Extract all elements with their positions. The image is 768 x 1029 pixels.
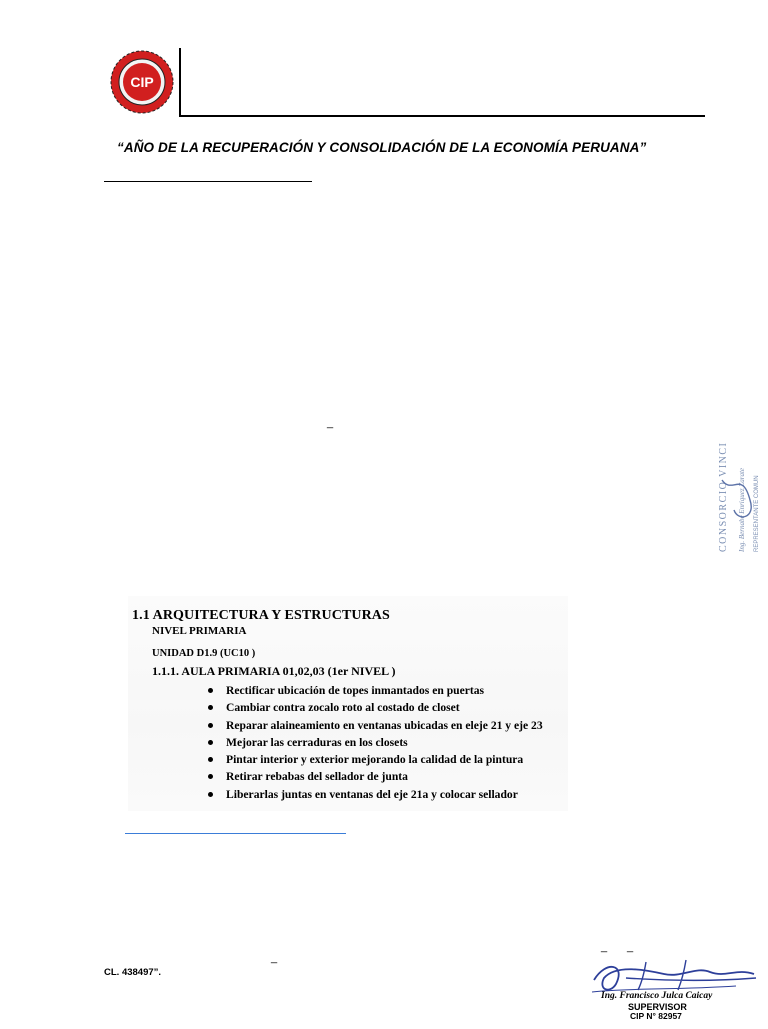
underscore-mark: _ [271, 952, 278, 964]
task-item: Cambiar contra zocalo roto al costado de closet [206, 699, 543, 716]
excerpt-level: NIVEL PRIMARIA [152, 625, 247, 637]
company-stamp [712, 440, 768, 560]
underscore-mark: _ [627, 941, 634, 953]
excerpt-heading: 1.1 ARQUITECTURA Y ESTRUCTURAS [132, 608, 390, 623]
task-list [206, 682, 543, 803]
header-rule [179, 115, 705, 117]
link-underline [125, 833, 346, 834]
task-item: Retirar rebabas del sellador de junta [206, 768, 543, 785]
underscore-mark: _ [601, 941, 608, 953]
task-item: Mejorar las cerraduras en los closets [206, 734, 543, 751]
signature-cip: CIP N° 82957 [630, 1011, 682, 1021]
task-item: Rectificar ubicación de topes inmantados en puertas [206, 682, 543, 699]
stamp-name: Ing. Bernabe Enriquez Zarate [738, 468, 746, 552]
signature-role: SUPERVISOR [628, 1002, 687, 1012]
signature-name: Ing. Francisco Julca Caicay [601, 991, 713, 1001]
footer-reference: CL. 438497”. [104, 967, 162, 978]
stamp-company: CONSORCIO VINCI [718, 441, 729, 552]
logo-text: CIP [130, 74, 154, 90]
excerpt-subheading: 1.1.1. AULA PRIMARIA 01,02,03 (1er NIVEL ) [152, 664, 396, 678]
cip-logo [108, 50, 176, 114]
stamp-role: REPRESENTANTE COMUN [754, 475, 760, 552]
logo-divider [179, 48, 181, 116]
scanned-excerpt [128, 596, 568, 811]
task-item: Pintar interior y exterior mejorando la calidad de la pintura [206, 751, 543, 768]
underscore-mark: _ [327, 417, 334, 429]
task-item: Reparar alaineamiento en ventanas ubicadas en eleje 21 y eje 23 [206, 717, 543, 734]
section-rule [104, 181, 312, 182]
excerpt-unit: UNIDAD D1.9 (UC10 ) [152, 648, 256, 659]
year-motto: “AÑO DE LA RECUPERACIÓN Y CONSOLIDACIÓN DE LA ECONOMÍA PERUANA” [117, 140, 647, 155]
task-item: Liberarlas juntas en ventanas del eje 21a y colocar sellador [206, 786, 543, 803]
